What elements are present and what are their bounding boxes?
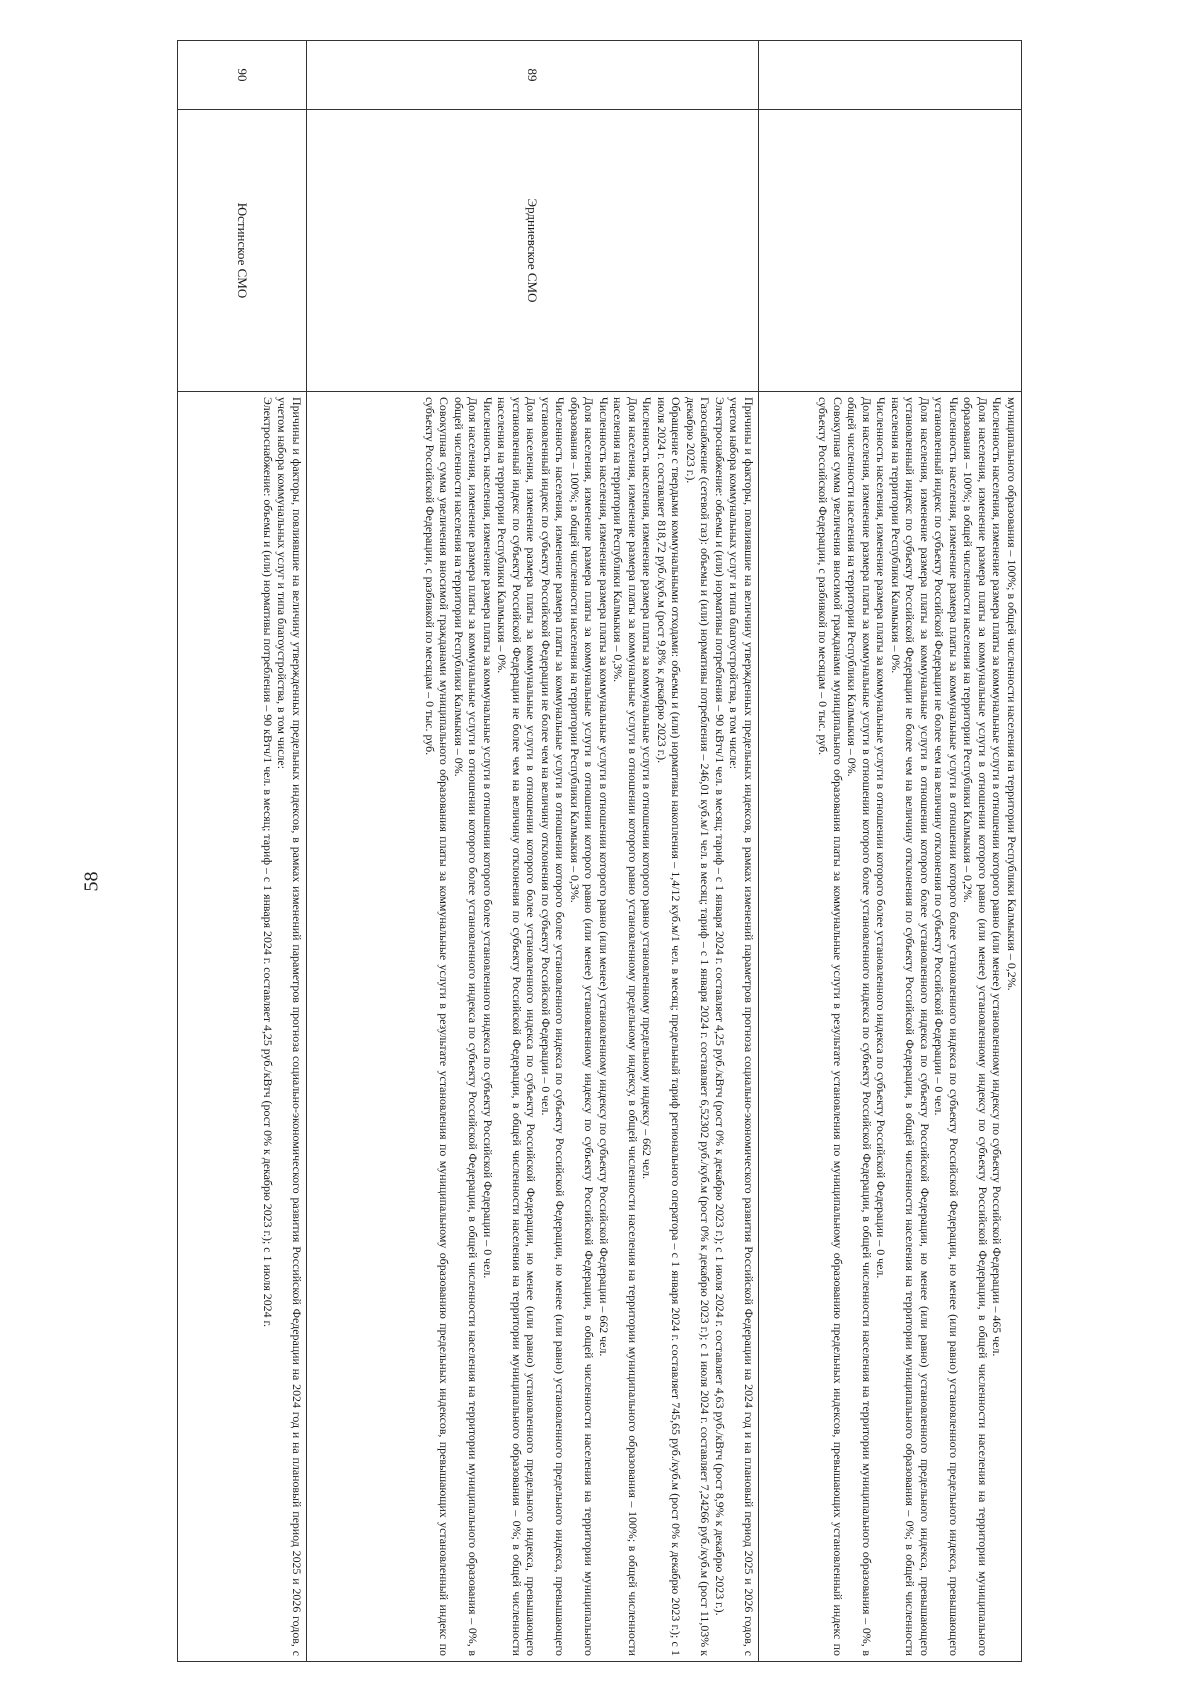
row-number-cell [759,41,1021,110]
description-line: Электроснабжение: объемы и (или) нормативы потребления – 90 кВтч/1 чел. в месяц; тариф – с 1 января 2024 г. составляет 4,25 руб./кВтч (рост 0% к декабрю 2023 г.); с 1 июля 2024 г. составляет 4,63 руб./кВтч (рост 8,9% к декабрю 2023 г.). [712,397,727,1616]
description-cell [178,392,306,1661]
description-line: Совокупная сумма увеличения вносимой гражданами муниципального образования платы за коммунальные услуги в результате установления по муниципальному образованию предельных индексов, превышающих установленный индекс по субъекту Российской Федерации, с разбивкой по месяцам – 0 тыс. руб. [422,397,452,1656]
description-cell [759,392,1021,1661]
description-line: Обращение с твердыми коммунальными отходами: объемы и (или) нормативы накопления – 1,4/12 куб.м/1 чел. в месяц; предельный тариф регионального оператора – с 1 января 2024 г. составляет 745,65 руб./куб.м (рост 0% к декабрю 2023 г.); с 1 июля 2024 г. составляет 818,72 руб./куб.м (рост 9,8% к декабрю 2023 г.). [654,397,684,1656]
page-number: 58 [80,871,103,892]
table-row [307,40,759,1662]
description-line: Электроснабжение: объемы и (или) нормативы потребления – 90 кВтч/1 чел. в месяц; тариф – с 1 января 2024 г. составляет 4,25 руб./кВтч (рост 0% к декабрю 2023 г.); с 1 июля 2024 г. [260,397,275,1328]
description-line: Причины и факторы, повлиявшие на величину утвержденных предельных индексов, в рамках изменений параметров прогноза социально-экономического развития Российской Федерации на 2024 год и на плановый период 2025 и 2026 годов, с учетом набора коммунальных услуг и типа благоустройства, в том числе: [727,397,756,1656]
row-number-cell: 89 [307,41,758,110]
description-line: Доля населения, изменение размера платы за коммунальные услуги в отношении которого более установленного индекса по субъекту Российской Федерации, но менее (или равно) установленного предельного индекса, превышающего установленный индекс по субъекту Российской Федерации не более чем на величину отклонения по субъекту Российской Федерации, в общей численности населения на территории муниципального образования – 0%; в общей численности населения на территории Республики Калмыкия – 0%. [888,397,932,1656]
description-line: Численность населения, изменение размера платы за коммунальные услуги в отношении которого более установленного индекса по субъекту Российской Федерации, но менее (или равно) установленного предельного индекса, превышающего установленный индекс по субъекту Российской Федерации не более чем на величину отклонения по субъекту Российской Федерации – 0 чел. [932,397,961,1656]
description-line: Численность населения, изменение размера платы за коммунальные услуги в отношении которого более установленного индекса по субъекту Российской Федерации, но менее (или равно) установленного предельного индекса, превышающего установленный индекс по субъекту Российской Федерации не более чем на величину отклонения по субъекту Российской Федерации – 0 чел. [538,397,568,1656]
description-line: Доля населения, изменение размера платы за коммунальные услуги в отношении которого равно установленному предельному индексу, в общей численности населения на территории муниципального образования – 100%; в общей численности населения на территории Республики Калмыкия – 0,3%. [611,397,640,1656]
municipality-name-cell [759,110,1021,392]
description-line: Численность населения, изменение размера платы за коммунальные услуги в отношении которого равно установленному предельному индексу – 662 чел. [640,397,655,1180]
description-line: Доля населения, изменение размера платы за коммунальные услуги в отношении которого более установленного индекса по субъекту Российской Федерации, в общей численности населения на территории муниципального образования – 0%, в общей численности населения на территории Республики Калмыкия – 0%. [451,397,481,1656]
municipality-name-cell: Эрдниевское СМО [307,110,758,392]
description-line: Причины и факторы, повлиявшие на величину утвержденных предельных индексов, в рамках изменений параметров прогноза социально-экономического развития Российской Федерации на 2024 год и на плановый период 2025 и 2026 годов, с учетом набора коммунальных услуг и типа благоустройства, в том числе: [275,397,304,1656]
description-line: Численность населения, изменение размера платы за коммунальные услуги в отношении которого более установленного индекса по субъекту Российской Федерации – 0 чел. [874,397,889,1279]
description-line: Численность населения, изменение размера платы за коммунальные услуги в отношении которого более установленного индекса по субъекту Российской Федерации – 0 чел. [480,397,495,1279]
description-line: Доля населения, изменение размера платы за коммунальные услуги в отношении которого равно (или менее) установленному индексу по субъекту Российской Федерации, в общей численности населения на территории муниципального образования – 100%; в общей численности населения на территории Республики Калмыкия – 0,2%. [961,397,990,1656]
limit-index-table [177,40,1022,1662]
description-line: Численность населения, изменение размера платы за коммунальные услуги в отношении которого равно (или менее) установленному индексу по субъекту Российской Федерации – 662 чел. [596,397,611,1357]
description-line: Доля населения, изменение размера платы за коммунальные услуги в отношении которого более установленного индекса по субъекту Российской Федерации, в общей численности населения на территории муниципального образования – 0%, в общей численности населения на территории Республики Калмыкия – 0%. [845,397,874,1656]
description-line: Численность населения, изменение размера платы за коммунальные услуги в отношении которого равно (или менее) установленному индексу по субъекту Российской Федерации – 465 чел. [990,397,1005,1357]
description-line: Доля населения, изменение размера платы за коммунальные услуги в отношении которого более установленного индекса по субъекту Российской Федерации, но менее (или равно) установленного предельного индекса, превышающего установленный индекс по субъекту Российской Федерации не более чем на величину отклонения по субъекту Российской Федерации, в общей численности населения на территории муниципального образования – 0%; в общей численности населения на территории Республики Калмыкия – 0%. [495,397,539,1656]
description-line: Газоснабжение (сетевой газ): объемы и (или) нормативы потребления – 246,01 куб.м/1 чел. в месяц; тариф – с 1 января 2024 г. составляет 6,52302 руб./куб.м (рост 0% к декабрю 2023 г.); с 1 июля 2024 г. составляет 7,24266 руб./куб.м (рост 11,03% к декабрю 2023 г.). [683,397,713,1656]
description-line: Совокупная сумма увеличения вносимой гражданами муниципального образования платы за коммунальные услуги в результате установления по муниципальному образованию предельных индексов, превышающих установленный индекс по субъекту Российской Федерации, с разбивкой по месяцам – 0 тыс. руб. [816,397,845,1656]
row-number-cell: 90 [178,41,306,110]
description-line: Доля населения, изменение размера платы за коммунальные услуги в отношении которого равно (или менее) установленному индексу по субъекту Российской Федерации, в общей численности населения на территории муниципального образования – 100%; в общей численности населения на территории Республики Калмыкия – 0,3%. [567,397,597,1656]
table-row [177,40,307,1662]
description-line: муниципального образования – 100%; в общей численности населения на территории Республики Калмыкия – 0,2%. [1005,397,1019,991]
description-cell [307,392,758,1661]
table-row [759,40,1022,1662]
municipality-name-cell: Юстинское СМО [178,110,306,392]
